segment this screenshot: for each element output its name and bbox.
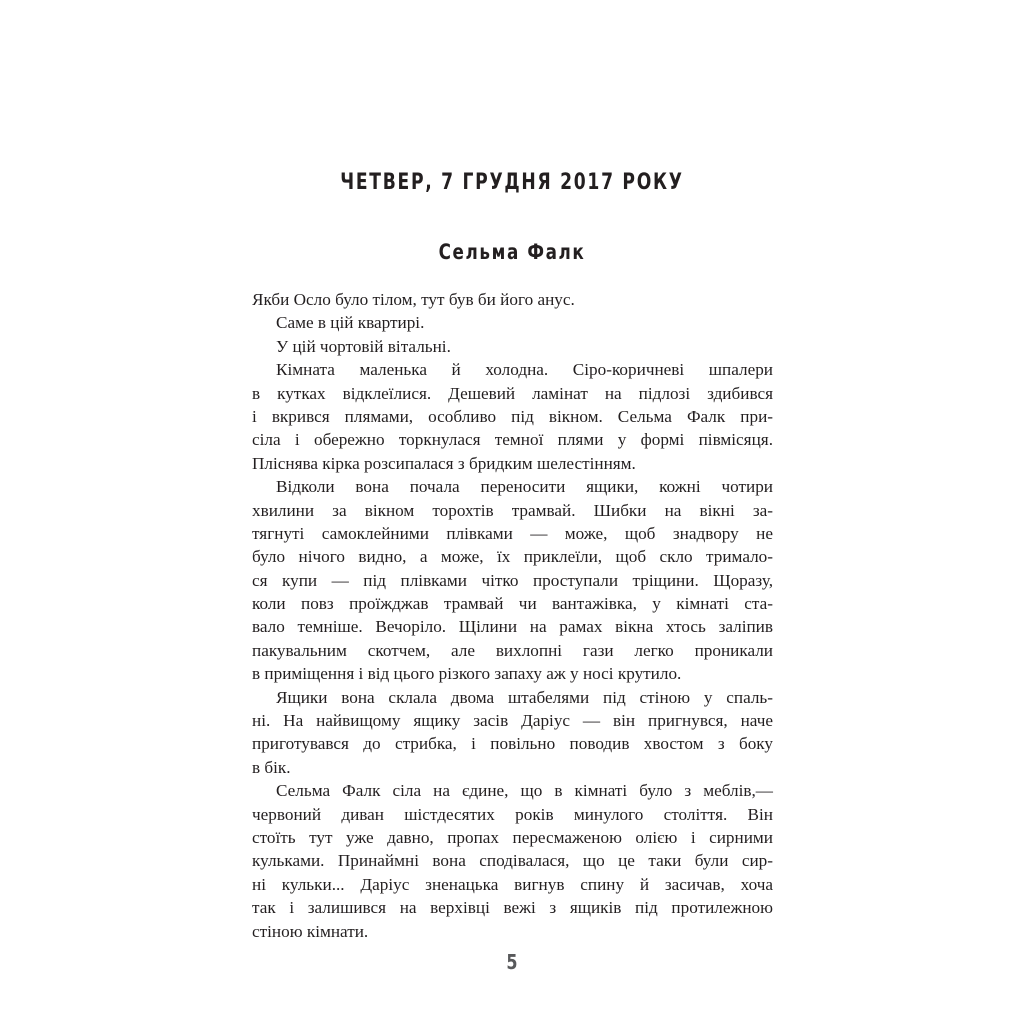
text-line: ся купи — під плівками чітко проступали тріщини. Щоразу, xyxy=(252,570,773,590)
text-line: ні кульки... Даріус зненацька вигнув спину й засичав, хоча xyxy=(252,874,773,894)
text-line: У цій чортовій вітальні. xyxy=(276,336,451,356)
text-line: приготувався до стрибка, і повільно поводив хвостом з боку xyxy=(252,734,773,754)
text-line: стіною кімнати. xyxy=(252,921,369,941)
text-line: ні. На найвищому ящику засів Даріус — він пригнувся, наче xyxy=(252,711,773,731)
text-line: сіла і обережно торкнулася темної плями у формі півмісяця. xyxy=(252,430,773,450)
chapter-title: ЧЕТВЕР, 7 ГРУДНЯ 2017 РОКУ xyxy=(340,170,684,195)
text-line: Ящики вона склала двома штабелями під стіною у спаль- xyxy=(276,687,773,707)
text-line: червоний диван шістдесятих років минулого століття. Він xyxy=(252,804,773,824)
chapter-subtitle: Сельма Фалк xyxy=(438,240,586,264)
text-line: пакувальним скотчем, але вихлопні гази легко проникали xyxy=(252,640,773,660)
text-line: в бік. xyxy=(252,757,291,777)
text-line: Кімната маленька й холодна. Сіро-коричневі шпалери xyxy=(276,360,773,380)
text-line: стоїть тут уже давно, пропах пересмаженою олією і сирними xyxy=(252,827,773,847)
text-line: і вкрився плямами, особливо під вікном. Сельма Фалк при- xyxy=(252,406,773,426)
text-line: Якби Осло було тілом, тут був би його анус. xyxy=(252,290,575,309)
text-line: так і залишився на верхівці вежі з ящиків під протилежною xyxy=(252,898,773,918)
text-line: було нічого видно, а може, їх приклеїли, щоб скло трималo- xyxy=(252,547,773,567)
text-line: кульками. Принаймні вона сподівалася, що це таки були сир- xyxy=(252,851,773,871)
text-line: Відколи вона почала переносити ящики, кожні чотири xyxy=(276,477,773,497)
text-line: хвилини за вікном торохтів трамвай. Шибки на вікні за- xyxy=(252,500,773,520)
text-line: в приміщення і від цього різкого запаху аж у носі крутило. xyxy=(252,664,682,684)
text-line: Сельма Фалк сіла на єдине, що в кімнаті було з меблів,— xyxy=(276,781,773,801)
text-line: Пліснява кірка розсипалася з бридким шелестінням. xyxy=(252,453,636,473)
body-text xyxy=(252,288,773,943)
text-line: тягнуті самоклейними плівками — може, щоб знадвору не xyxy=(252,523,773,543)
text-line: вало темніше. Вечоріло. Щілини на рамах вікна хтось заліпив xyxy=(252,617,773,637)
text-line: в кутках відклеїлися. Дешевий ламінат на підлозі здибився xyxy=(252,383,773,403)
page-number: 5 xyxy=(506,950,518,974)
text-line: Саме в цій квартирі. xyxy=(276,313,425,333)
text-line: коли повз проїжджав трамвай чи вантажівка, у кімнаті ста- xyxy=(252,594,773,614)
